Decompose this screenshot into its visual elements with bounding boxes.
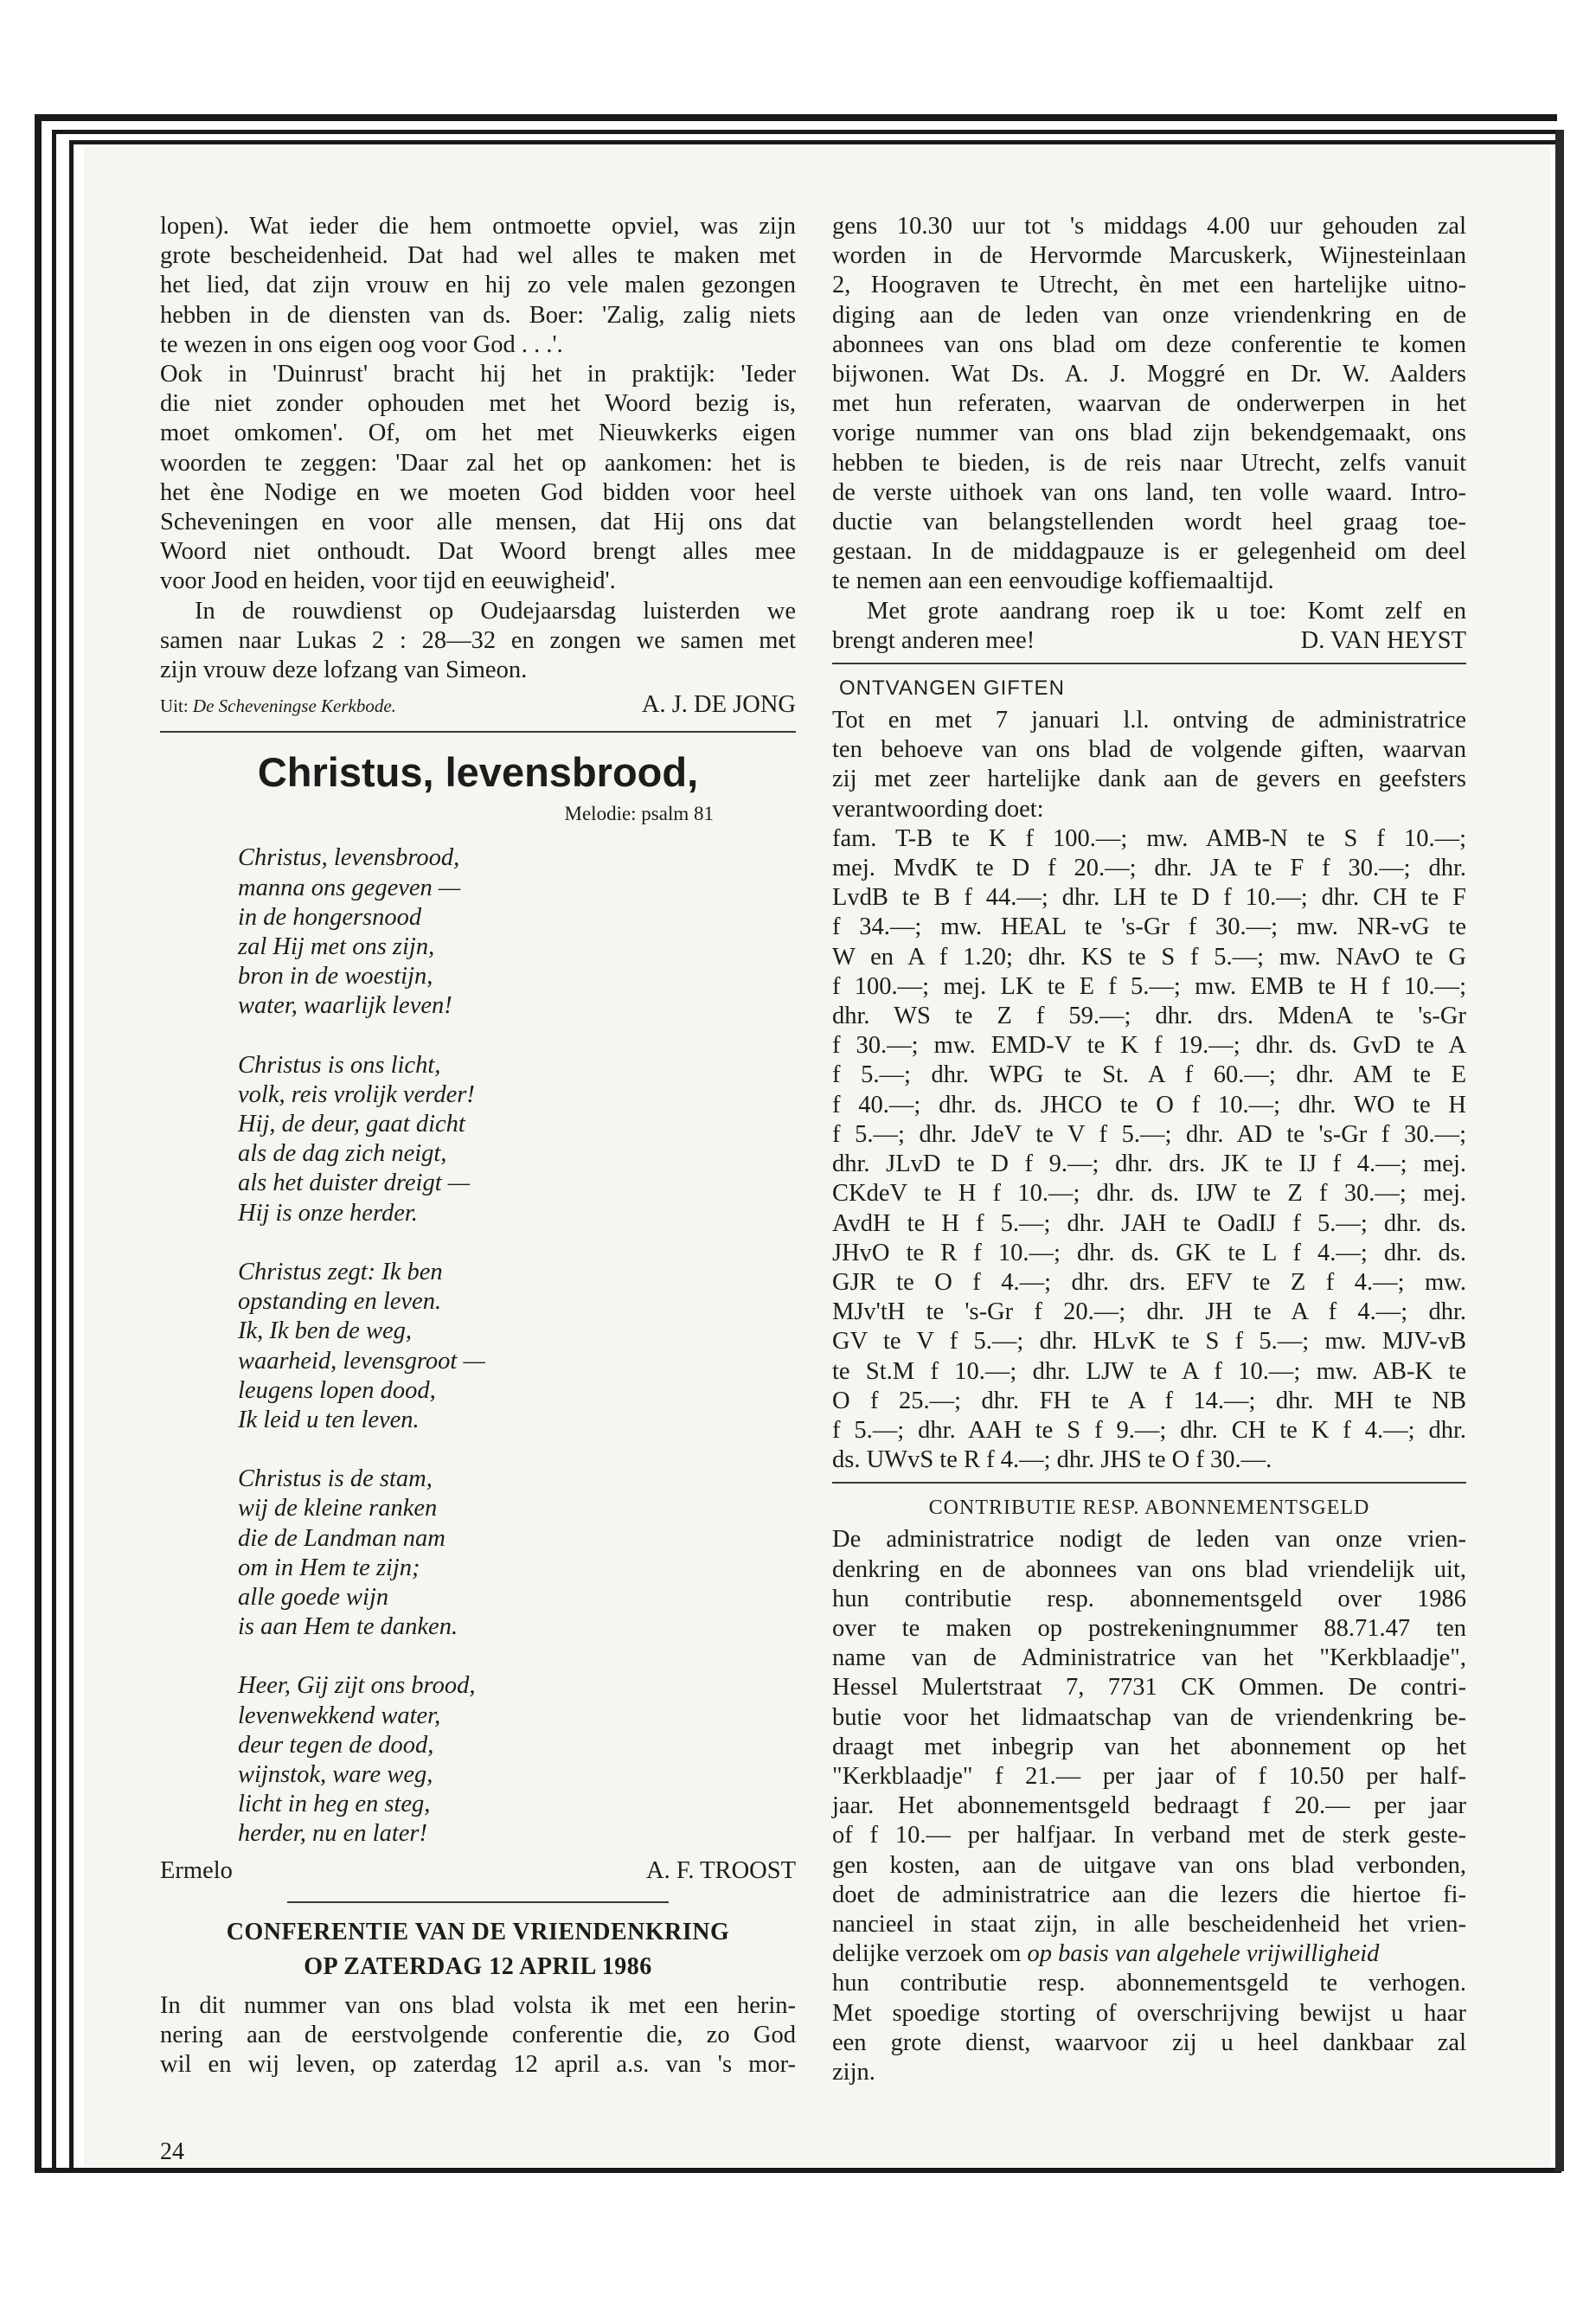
divider <box>160 731 796 733</box>
text-line: zijn. <box>832 2058 875 2086</box>
text-line <box>832 1939 1466 1969</box>
text-line: Woord niet onthoudt. Dat Woord brengt alles mee <box>160 538 796 566</box>
text-line: 2, Hoograven te Utrecht, èn met een hartelijke uitno- <box>832 272 1466 299</box>
text-line: het ène Nodige en we moeten God bidden voor heel <box>160 478 796 506</box>
text-line: butie voor het lidmaatschap van de vriendenkring be- <box>832 1703 1466 1731</box>
text-line: hebben te bieden, is de reis naar Utrecht, zelfs vanuit <box>832 449 1466 477</box>
text-line: f 5.—; dhr. AAH te S f 9.—; dhr. CH te K f 4.—; dhr. <box>832 1416 1466 1444</box>
gifts-text <box>832 706 1466 1475</box>
text-line: Ook in 'Duinrust' bracht hij het in praktijk: 'Ieder <box>160 361 796 388</box>
poem-line: manna ons gegeven — <box>238 874 461 901</box>
text-line: hun contributie resp. abonnementsgeld te verhogen. <box>832 1970 1466 1997</box>
poem-stanza <box>238 1465 796 1642</box>
text-line: grote bescheidenheid. Dat had wel alles te maken met <box>160 242 796 270</box>
text-line: f 30.—; mw. EMD-V te K f 19.—; dhr. ds. GvD te A <box>832 1032 1466 1060</box>
text-line: abonnees van ons blad om deze conferentie te komen <box>832 330 1466 358</box>
text-line: AvdH te H f 5.—; dhr. JAH te OadIJ f 5.—; dhr. ds. <box>832 1209 1466 1237</box>
text-line: diging aan de leden van onze vriendenkring en de <box>832 301 1466 329</box>
text-line: fam. T-B te K f 100.—; mw. AMB-N te S f 10.—; <box>832 824 1466 852</box>
closing-text: brengt anderen mee! <box>832 626 1035 654</box>
contribution-heading: CONTRIBUTIE RESP. ABONNEMENTSGELD <box>928 1497 1370 1520</box>
poem-line: Ik leid u ten leven. <box>238 1406 420 1433</box>
poem-line: deur tegen de dood, <box>238 1731 434 1759</box>
poem-line: als het duister dreigt — <box>238 1170 471 1197</box>
emphasis-text: op basis van algehele vrijwilligheid <box>1027 1940 1380 1968</box>
poem-stanza <box>238 1671 796 1849</box>
text-line: Tot en met 7 januari l.l. ontving de administratrice <box>832 707 1466 734</box>
poem-place: Ermelo <box>160 1856 233 1884</box>
poem-line: Ik, Ik ben de weg, <box>238 1317 412 1345</box>
poem-line: herder, nu en later! <box>238 1820 427 1848</box>
text-line: of f 10.— per halfjaar. In verband met de sterk geste- <box>832 1822 1466 1849</box>
poem-line: Christus zegt: Ik ben <box>238 1258 443 1285</box>
text-line: te wezen in ons eigen oog voor God . . .'. <box>160 330 563 358</box>
text-line: MJv'tH te 's-Gr f 20.—; dhr. JH te A f 4.—; dhr. <box>832 1298 1466 1326</box>
source-credit <box>160 691 396 721</box>
text-line: GV te V f 5.—; dhr. HLvK te S f 5.—; mw. MJV-vB <box>832 1328 1466 1356</box>
text-line: bijwonen. Wat Ds. A. J. Moggré en Dr. W. Aalders <box>832 361 1466 388</box>
text-line: over te maken op postrekeningnummer 88.71.47 ten <box>832 1614 1466 1642</box>
text-line: gen kosten, aan de uitgave van ons blad verbonden, <box>832 1851 1466 1879</box>
poem-line: leugens lopen dood, <box>238 1376 436 1404</box>
poem-line: als de dag zich neigt, <box>238 1140 447 1168</box>
text-line: gens 10.30 uur tot 's middags 4.00 uur gehouden zal <box>832 213 1466 240</box>
conference-heading <box>160 1915 796 1984</box>
page-edge <box>1555 130 1564 2171</box>
author-de-jong: A. J. DE JONG <box>641 691 796 719</box>
text-line: In de rouwdienst op Oudejaarsdag luisterden we <box>195 597 796 625</box>
text-line: mej. MvdK te D f 20.—; dhr. JA te F f 30.—; dhr. <box>832 855 1466 882</box>
author-troost: A. F. TROOST <box>646 1856 796 1884</box>
text-line: GJR te O f 4.—; dhr. drs. EFV te Z f 4.—; mw. <box>832 1268 1466 1296</box>
text-line: een grote dienst, waarvoor zij u heel dankbaar zal <box>832 2029 1466 2056</box>
text-line: samen naar Lukas 2 : 28—32 en zongen we samen met <box>160 626 796 654</box>
text-line: denkring en de abonnees van ons blad vriendelijk uit, <box>832 1555 1466 1583</box>
poem-line: Christus, levensbrood, <box>238 844 460 872</box>
poem-line: Hij is onze herder. <box>238 1199 418 1227</box>
text-line: worden in de Hervormde Marcuskerk, Wijnesteinlaan <box>832 242 1466 270</box>
poem-line: in de hongersnood <box>238 903 422 931</box>
text-line: wil en wij leven, op zaterdag 12 april a.s. van 's mor- <box>160 2051 796 2079</box>
poem-line: Christus is ons licht, <box>238 1051 441 1079</box>
poem-stanza <box>238 843 796 1021</box>
text-line: gestaan. In de middagpauze is er gelegenheid om deel <box>832 538 1466 566</box>
author-van-heyst: D. VAN HEYST <box>1300 626 1466 654</box>
poem-signature <box>160 1856 796 1886</box>
text-line: f 100.—; mej. LK te E f 5.—; mw. EMB te H f 10.—; <box>832 972 1466 1000</box>
text-line: O f 25.—; dhr. FH te A f 14.—; dhr. MH te NB <box>832 1387 1466 1414</box>
poem-line: om in Hem te zijn; <box>238 1554 420 1581</box>
text-line: f 40.—; dhr. ds. JHCO te O f 10.—; dhr. WO te H <box>832 1091 1466 1118</box>
text-line: dhr. JLvD te D f 9.—; dhr. drs. JK te IJ f 4.—; mej. <box>832 1150 1466 1178</box>
text-line: dhr. WS te Z f 59.—; dhr. drs. MdenA te 's-Gr <box>832 1003 1466 1030</box>
contribution-text <box>832 1525 1466 2087</box>
text-line: f 34.—; mw. HEAL te 's-Gr f 30.—; mw. NR-vG te <box>832 913 1466 941</box>
text-line: hebben in de diensten van ds. Boer: 'Zalig, zalig niets <box>160 301 796 329</box>
left-column <box>160 212 796 2080</box>
poem-line: bron in de woestijn, <box>238 963 433 990</box>
poem-line: wijnstok, ware weg, <box>238 1760 433 1788</box>
poem-line: levenwekkend water, <box>238 1702 441 1729</box>
poem-line: volk, reis vrolijk verder! <box>238 1080 475 1108</box>
text-line: die niet zonder ophouden met het Woord bezig is, <box>160 390 796 418</box>
text-segment: delijke verzoek om <box>832 1940 1022 1968</box>
text-line: Met grote aandrang roep ik u toe: Komt zelf en <box>867 597 1466 625</box>
page-number: 24 <box>160 2138 184 2165</box>
poem-stanza <box>238 1258 796 1435</box>
divider <box>287 1901 669 1903</box>
poem-line: opstanding en leven. <box>238 1288 442 1316</box>
text-line: LvdB te B f 44.—; dhr. LH te D f 10.—; dhr. CH te F <box>832 884 1466 912</box>
text-line: f 5.—; dhr. JdeV te V f 5.—; dhr. AD te 's-Gr f 30.—; <box>832 1120 1466 1148</box>
poem-line: die de Landman nam <box>238 1524 445 1552</box>
poem-line: waarheid, levensgroot — <box>238 1347 485 1375</box>
poem-line: is aan Hem te danken. <box>238 1613 458 1641</box>
text-line: ductie van belangstellenden wordt heel graag toe- <box>832 509 1466 536</box>
poem-title: Christus, levensbrood, <box>257 749 699 796</box>
poem-line: Hij, de deur, gaat dicht <box>238 1111 465 1138</box>
text-line: hun contributie resp. abonnementsgeld over 1986 <box>832 1585 1466 1612</box>
text-line: voor Jood en heiden, voor tijd en eeuwigheid'. <box>160 567 616 595</box>
text-line: met hun referaten, waarvan de onderwerpen in het <box>832 390 1466 418</box>
text-line: ten behoeve van ons blad de volgende giften, waarvan <box>832 736 1466 764</box>
right-column <box>832 212 1466 2087</box>
text-line: woorden te zeggen: 'Daar zal het op aankomen: het is <box>160 449 796 477</box>
text-line: doet de administratrice aan die lezers die hiertoe fi- <box>832 1881 1466 1908</box>
poem-line: water, waarlijk leven! <box>238 992 452 1020</box>
text-line: zij met zeer hartelijke dank aan de gevers en geefsters <box>832 766 1466 793</box>
text-line: verantwoording doet: <box>832 795 1044 823</box>
conference-heading-line: CONFERENTIE VAN DE VRIENDENKRING <box>226 1918 730 1945</box>
text-line: nancieel in staat zijn, in alle bescheidenheid het vrien- <box>832 1910 1466 1938</box>
conference-text <box>160 1991 796 2080</box>
text-line: De administratrice nodigt de leden van onze vrien- <box>832 1526 1466 1554</box>
text-line: de verste uithoek van ons land, ten volle waard. Intro- <box>832 478 1466 506</box>
text-line: jaar. Het abonnementsgeld bedraagt f 20.— per jaar <box>832 1792 1466 1820</box>
divider <box>832 663 1466 664</box>
gifts-heading: ONTVANGEN GIFTEN <box>839 676 1065 701</box>
poem-melody: Melodie: psalm 81 <box>564 803 714 825</box>
conference-continued <box>832 212 1466 626</box>
text-line: zijn vrouw deze lofzang van Simeon. <box>160 657 528 684</box>
source-line <box>160 690 796 721</box>
text-line: vorige nummer van ons blad zijn bekendgemaakt, ons <box>832 420 1466 447</box>
text-line: JHvO te R f 10.—; dhr. ds. GK te L f 4.—; dhr. ds. <box>832 1239 1466 1266</box>
poem <box>238 843 796 1849</box>
text-line: draagt met inbegrip van het abonnement op het <box>832 1733 1466 1760</box>
text-line: Scheveningen en voor alle mensen, dat Hij ons dat <box>160 509 796 536</box>
source-prefix: Uit: <box>160 695 189 717</box>
text-line: CKdeV te H f 10.—; dhr. ds. IJW te Z f 30.—; mej. <box>832 1180 1466 1208</box>
divider <box>832 1482 1466 1484</box>
text-line: ds. UWvS te R f 4.—; dhr. JHS te O f 30.—. <box>832 1446 1272 1474</box>
text-line: Hessel Mulertstraat 7, 7731 CK Ommen. De contri- <box>832 1674 1466 1702</box>
text-line: lopen). Wat ieder die hem ontmoette opviel, was zijn <box>160 213 796 240</box>
conference-signature <box>832 626 1466 656</box>
text-line: f 5.—; dhr. WPG te St. A f 60.—; dhr. AM te E <box>832 1061 1466 1089</box>
poem-line: zal Hij met ons zijn, <box>238 933 435 961</box>
poem-stanza <box>238 1051 796 1228</box>
text-line: In dit nummer van ons blad volsta ik met een herin- <box>160 1991 796 2019</box>
poem-line: Heer, Gij zijt ons brood, <box>238 1672 476 1700</box>
text-line: nering aan de eerstvolgende conferentie die, zo God <box>160 2021 796 2048</box>
text-line: "Kerkblaadje" f 21.— per jaar of f 10.50 per half- <box>832 1762 1466 1790</box>
poem-line: Christus is de stam, <box>238 1465 433 1493</box>
poem-line: wij de kleine ranken <box>238 1495 438 1522</box>
text-line: het lied, dat zijn vrouw en hij zo vele malen gezongen <box>160 272 796 299</box>
intro-text <box>160 212 796 685</box>
text-line: moet omkomen'. Of, om het met Nieuwkerks eigen <box>160 420 796 447</box>
poem-line: licht in heg en steg, <box>238 1791 431 1818</box>
text-line: te nemen aan een eenvoudige koffiemaaltijd. <box>832 567 1274 595</box>
source-name: De Scheveningse Kerkbode. <box>192 695 396 717</box>
conference-heading-line: OP ZATERDAG 12 APRIL 1986 <box>304 1952 652 1980</box>
text-line: te St.M f 10.—; dhr. LJW te A f 10.—; mw. AB-K te <box>832 1357 1466 1385</box>
text-line: Met spoedige storting of overschrijving bewijst u haar <box>832 1999 1466 2027</box>
poem-line: alle goede wijn <box>238 1583 389 1611</box>
text-line: W en A f 1.20; dhr. KS te S f 5.—; mw. NAvO te G <box>832 943 1466 971</box>
text-line: name van de Administratrice van het "Kerkblaadje", <box>832 1644 1466 1672</box>
